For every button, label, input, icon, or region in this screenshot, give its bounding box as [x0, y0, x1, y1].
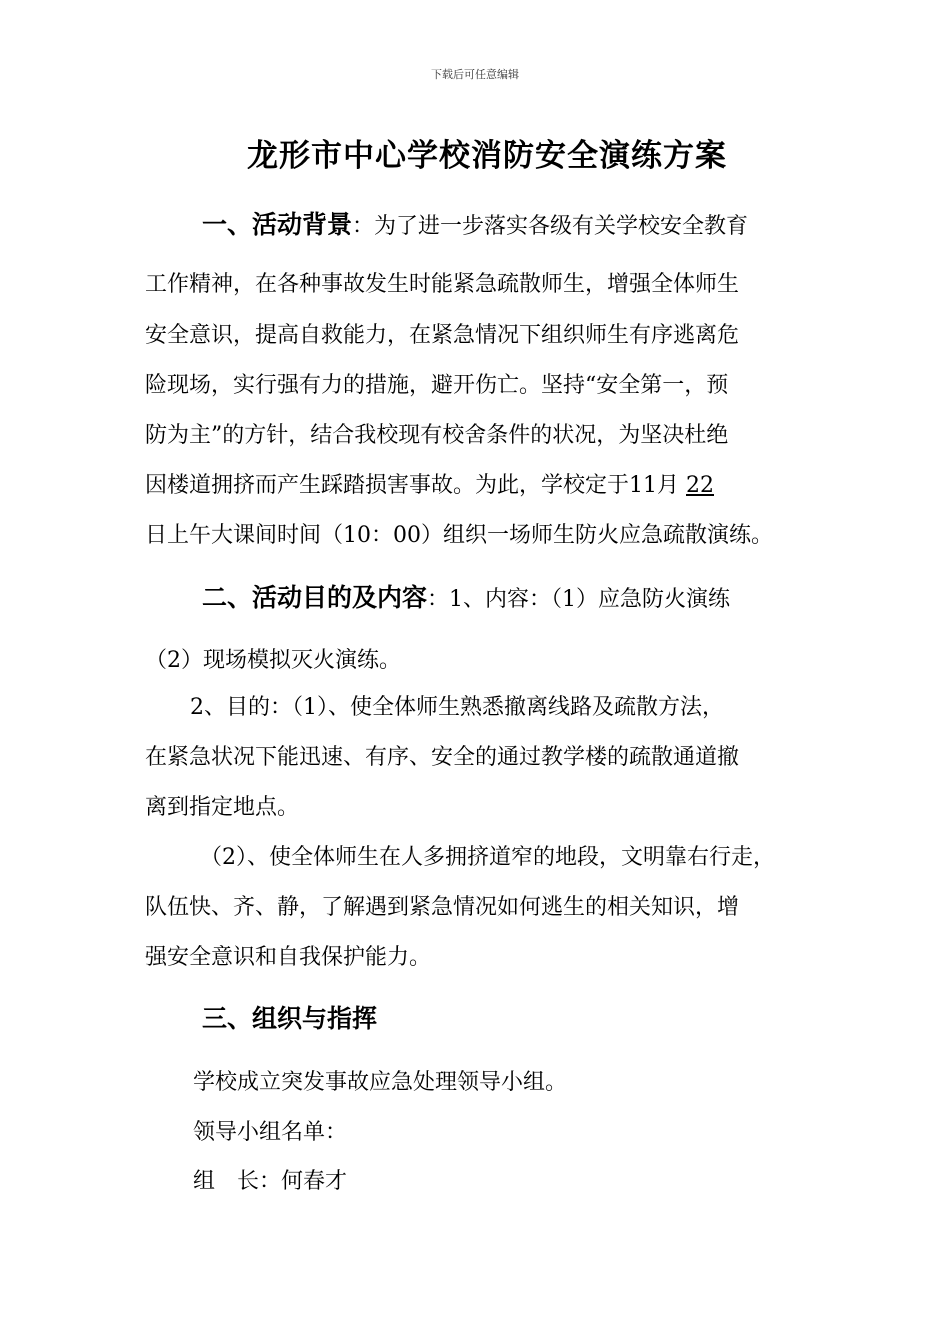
section3-text-line: 学校成立突发事故应急处理领导小组。 [193, 1070, 568, 1095]
section2-first-line [202, 583, 730, 615]
section1-colon: ： [352, 214, 375, 239]
section1-text-line: 安全意识，提高自救能力，在紧急情况下组织师生有序逃离危 [145, 323, 740, 348]
section2-text-line: 2、目的：（1）、使全体师生熟悉撤离线路及疏散方法， [190, 695, 724, 720]
section1-heading: 一、活动背景 [202, 210, 353, 239]
section2-text-line: 在紧急状况下能迅速、有序、安全的通过教学楼的疏散通道撤 [145, 745, 740, 770]
section1-text-line: 险现场，实行强有力的措施，避开伤亡。坚持“安全第一，预 [145, 373, 729, 398]
section2-text-line: （2）现场模拟灭火演练。 [145, 648, 401, 673]
section2-text-line: 队伍快、齐、静，了解遇到紧急情况如何逃生的相关知识，增 [145, 895, 740, 920]
section1-text-line: 防为主”的方针，结合我校现有校舍条件的状况，为坚决杜绝 [145, 423, 729, 448]
section2-colon: ： [427, 587, 450, 612]
section1-text-line: 工作精神，在各种事故发生时能紧急疏散师生，增强全体师生 [145, 272, 740, 297]
section2-text-line: 离到指定地点。 [145, 795, 300, 820]
section3-text-line: 领导小组名单： [193, 1120, 348, 1145]
date-blank: 22 [686, 473, 714, 498]
header-note: 下载后可任意编辑 [431, 68, 519, 81]
section1-date-line [145, 471, 714, 501]
section2-text-line: 强安全意识和自我保护能力。 [145, 945, 432, 970]
document-title: 龙形市中心学校消防安全演练方案 [247, 138, 727, 174]
section2-heading: 二、活动目的及内容 [202, 583, 428, 612]
section1-text-line: 日上午大课间时间（10：00）组织一场师生防火应急疏散演练。 [145, 523, 773, 548]
section2-text-line: 1、内容：（1）应急防火演练 [449, 587, 731, 612]
section3-heading: 三、组织与指挥 [202, 1004, 378, 1033]
section3-text-line: 组 长：何春才 [193, 1169, 348, 1194]
section1-text-line: 为了进一步落实各级有关学校安全教育 [374, 214, 749, 239]
section2-text-line: （2）、使全体师生在人多拥挤道窄的地段，文明靠右行走， [200, 845, 775, 870]
section1-first-line [202, 210, 748, 242]
section1-text-line: 因楼道拥挤而产生踩踏损害事故。为此，学校定于11月 [145, 473, 686, 498]
